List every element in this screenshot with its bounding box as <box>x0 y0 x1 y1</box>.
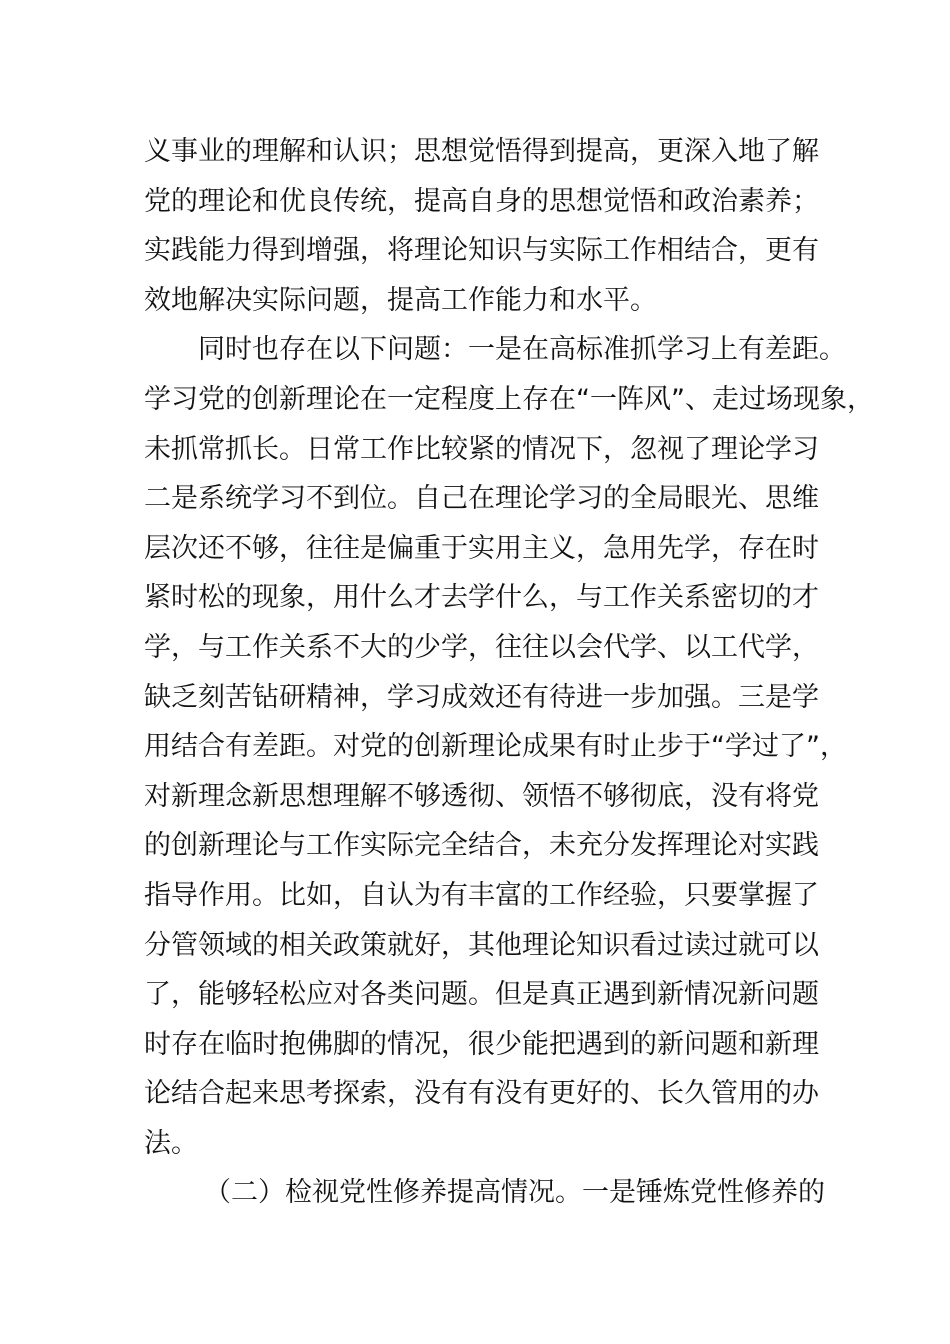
text-line: 法。 <box>144 1127 198 1159</box>
text-line: 党的理论和优良传统，提高自身的思想觉悟和政治素养； <box>144 185 819 217</box>
text-line: 的创新理论与工作实际完全结合，未充分发挥理论对实践 <box>144 830 819 862</box>
text-line: 缺乏刻苦钻研精神，学习成效还有待进一步加强。三是学 <box>144 681 819 713</box>
text-line: 紧时松的现象，用什么才去学什么，与工作关系密切的才 <box>144 582 819 614</box>
text-line: 用结合有差距。对党的创新理论成果有时止步于“学过了”， <box>144 731 847 763</box>
text-line: 分管领域的相关政策就好，其他理论知识看过读过就可以 <box>144 929 819 961</box>
text-line: 义事业的理解和认识；思想觉悟得到提高，更深入地了解 <box>144 136 819 167</box>
text-line: 学，与工作关系不大的少学，往往以会代学、以工代学， <box>144 631 819 663</box>
text-line: 效地解决实际问题，提高工作能力和水平。 <box>144 284 657 316</box>
text-line: 学习党的创新理论在一定程度上存在“一阵风”、走过场现象， <box>144 383 874 415</box>
text-line: 对新理念新思想理解不够透彻、领悟不够彻底，没有将党 <box>144 780 819 812</box>
text-line: 了，能够轻松应对各类问题。但是真正遇到新情况新问题 <box>144 979 819 1011</box>
text-line: 论结合起来思考探索，没有有没有更好的、长久管用的办 <box>144 1078 819 1110</box>
text-line: 二是系统学习不到位。自己在理论学习的全局眼光、思维 <box>144 483 819 515</box>
section-heading-line: （二）检视党性修养提高情况。一是锤炼党性修养的 <box>204 1177 825 1209</box>
text-line: 指导作用。比如，自认为有丰富的工作经验，只要掌握了 <box>144 879 819 911</box>
paragraph-start-line: 同时也存在以下问题：一是在高标准抓学习上有差距。 <box>198 334 846 366</box>
text-line: 时存在临时抱佛脚的情况，很少能把遇到的新问题和新理 <box>144 1028 819 1060</box>
text-line: 未抓常抓长。日常工作比较紧的情况下，忽视了理论学习 <box>144 433 819 465</box>
text-line: 实践能力得到增强，将理论知识与实际工作相结合，更有 <box>144 235 819 267</box>
document-body <box>144 127 874 1218</box>
text-line: 层次还不够，往往是偏重于实用主义，急用先学，存在时 <box>144 532 819 564</box>
